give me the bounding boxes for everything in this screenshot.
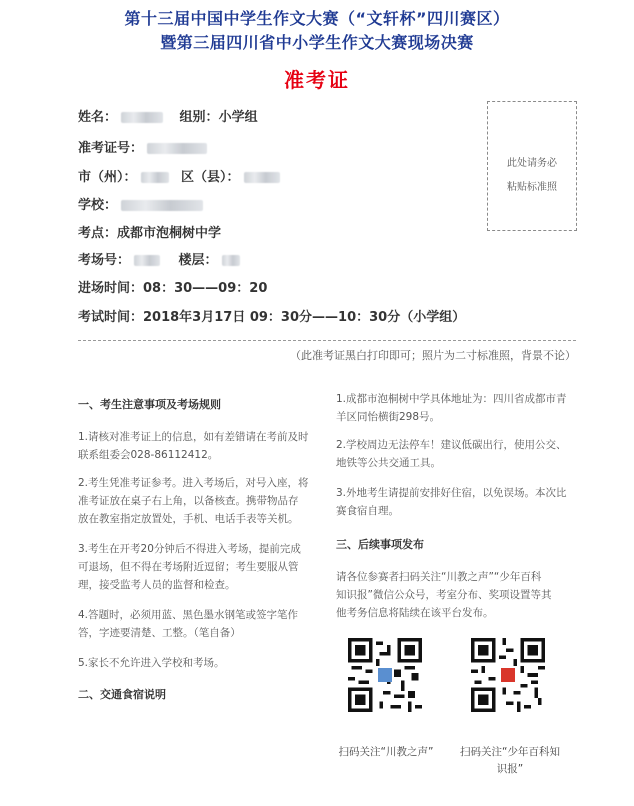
ticket-no-redacted <box>147 143 207 154</box>
rule-3b: 可退场，但不得在考场附近逗留；考生要服从管 <box>78 561 299 573</box>
section-3-heading: 三、后续事项发布 <box>336 538 424 551</box>
ticket-title: 准考证 <box>284 68 350 92</box>
follow-up-3: 他考务信息将陆续在该平台发布。 <box>336 607 494 619</box>
title-line-1: 第十三届中国中学生作文大赛（“文轩杯”四川赛区） <box>124 9 510 28</box>
photo-placeholder <box>487 101 577 231</box>
name-redacted <box>121 112 163 123</box>
dashed-divider <box>78 340 576 341</box>
transport-1a: 1.成都市泡桐树中学具体地址为：四川省成都市青 <box>336 393 567 405</box>
transport-3b: 赛食宿自理。 <box>336 505 399 517</box>
follow-up-2: 知识报”微信公众号，考室分布、奖项设置等其 <box>336 589 552 601</box>
rule-3c: 理，接受监考人员的监督和检查。 <box>78 579 236 591</box>
district-label: 区（县）： <box>181 170 240 185</box>
transport-1b: 羊区同怡横街298号。 <box>336 411 441 423</box>
qr2-caption <box>455 744 565 778</box>
rule-2b: 准考证放在桌子右上角，以备核查。携带物品存 <box>78 495 299 507</box>
room-row <box>78 249 244 268</box>
section-2-heading: 二、交通食宿说明 <box>78 688 166 701</box>
rule-1a: 1.请核对准考证上的信息，如有差错请在考前及时 <box>78 431 309 443</box>
qr2-caption-line1: 扫码关注“少年百科知 <box>460 746 560 758</box>
group-value: 小学组 <box>218 110 258 125</box>
transport-2b: 地铁等公共交通工具。 <box>336 457 441 469</box>
exam-time: 考试时间：2018年3月17日 09：30分——10：30分（小学组） <box>78 310 466 325</box>
city-redacted <box>141 172 169 183</box>
transport-2a: 2.学校周边无法停车！建议低碳出行，使用公交、 <box>336 439 567 451</box>
qr-code-icon <box>348 638 422 712</box>
ticket-no-label: 准考证号： <box>78 141 144 156</box>
room-redacted <box>134 255 160 266</box>
school-redacted <box>121 200 203 211</box>
group-label: 组别： <box>179 110 219 125</box>
room-label: 考场号： <box>78 253 131 268</box>
rule-2a: 2.考生凭准考证参考。进入考场后，对号入座，将 <box>78 477 309 489</box>
district-redacted <box>244 172 280 183</box>
school-row <box>78 194 207 213</box>
name-row <box>78 106 258 125</box>
qr-code-chuanjiao <box>348 638 422 712</box>
ticket-no-row <box>78 137 211 156</box>
qr-code-icon <box>471 638 545 712</box>
rule-5: 5.家长不允许进入学校和考场。 <box>78 657 225 669</box>
venue-row <box>78 222 221 241</box>
floor-label: 楼层： <box>178 253 218 268</box>
qr-code-shaonian <box>471 638 545 712</box>
transport-3a: 3.外地考生请提前安排好住宿，以免误场。本次比 <box>336 487 567 499</box>
rule-3a: 3.考生在开考20分钟后不得进入考场，提前完成 <box>78 543 301 555</box>
school-label: 学校： <box>78 198 118 213</box>
title-line-2: 暨第三届四川省中小学生作文大赛现场决赛 <box>160 33 474 52</box>
name-label: 姓名： <box>78 110 118 125</box>
print-note: （此准考证黑白打印即可；照片为二寸标准照，背景不论） <box>290 349 576 362</box>
rule-1b: 联系组委会028-86112412。 <box>78 449 219 461</box>
qr1-caption: 扫码关注“川教之声” <box>338 746 434 758</box>
entry-time: 进场时间：08：30——09：20 <box>78 281 268 296</box>
city-row <box>78 166 284 185</box>
follow-up-1: 请各位参赛者扫码关注“川教之声”“少年百科 <box>336 571 542 583</box>
floor-redacted <box>222 255 240 266</box>
venue-value: 成都市泡桐树中学 <box>117 226 222 241</box>
photo-line-2: 粘贴标准照 <box>507 182 557 193</box>
venue-label: 考点： <box>78 226 118 241</box>
city-label: 市（州）： <box>78 170 137 185</box>
rule-4a: 4.答题时，必须用蓝、黑色墨水钢笔或签字笔作 <box>78 609 299 621</box>
rule-4b: 答，字迹要清楚、工整。（笔自备） <box>78 627 241 639</box>
qr2-caption-line2: 识报” <box>496 763 524 775</box>
rule-2c: 放在教室指定放置处，手机、电话手表等关机。 <box>78 513 299 525</box>
section-1-heading: 一、考生注意事项及考场规则 <box>78 398 221 411</box>
photo-line-1: 此处请务必 <box>507 158 557 169</box>
